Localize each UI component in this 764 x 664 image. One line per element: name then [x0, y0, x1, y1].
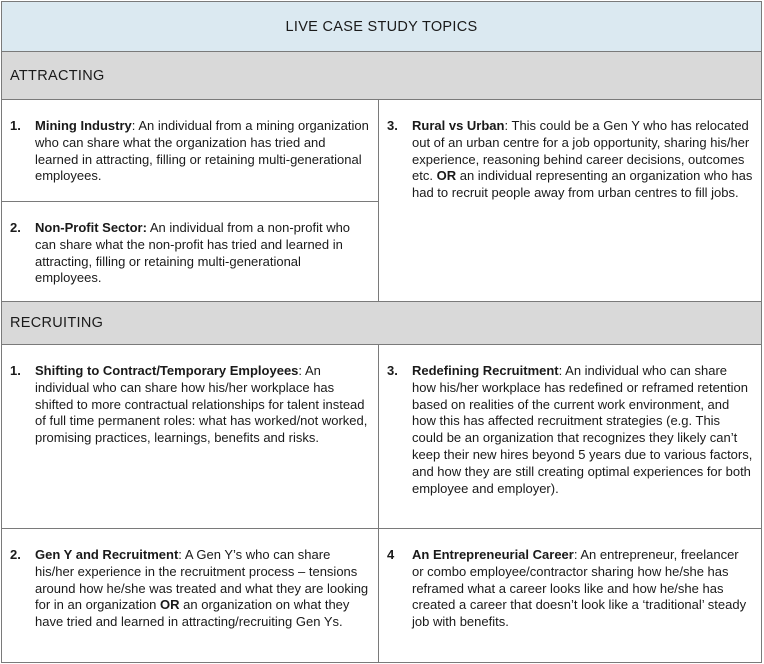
topic-title: Redefining Recruitment — [412, 363, 559, 378]
topic-title: Non-Profit Sector — [35, 220, 143, 235]
topic-item — [387, 547, 753, 631]
case-study-table — [1, 1, 762, 663]
section-heading-recruiting: RECRUITING — [2, 301, 761, 345]
topic-separator: : — [504, 118, 509, 133]
section-heading-attracting: ATTRACTING — [2, 52, 761, 100]
topic-item — [10, 547, 370, 631]
topic-separator: : — [142, 220, 147, 235]
topic-title: An Entrepreneurial Career — [412, 547, 574, 562]
topic-cell-entrepreneurial-career — [379, 529, 761, 662]
topic-item — [387, 118, 753, 202]
topic-description-continued: an individual representing an organization who has had to recruit people away from urban centres to fill jobs. — [412, 168, 753, 201]
topic-description: An individual from a non-profit who can share what the non-profit has tried and learned in attracting, filling or retaining multi-generational employees. — [35, 220, 351, 286]
topic-separator: : — [558, 363, 563, 378]
topic-description: An individual who can share how his/her workplace has redefined or reframed retention based on realities of the current work environment, and how this has affected recruitment strategies (e.g. This could be an organization that recognizes they likely can’t keep their new hires beyond 5 years due to various factors, and how they are still creating optimal experiences for both employee and employer). — [412, 363, 753, 496]
topic-cell-redefining-recruitment — [379, 345, 761, 528]
topic-separator: : — [573, 547, 578, 562]
or-emphasis: OR — [160, 597, 180, 613]
topic-description: An individual who can share how his/her workplace has shifted to more contractual relationships for talent instead of full time permanent roles: what has worked/not worked, promising practices, learnings, benefits and risks. — [35, 363, 368, 446]
topic-title: Rural vs Urban — [412, 118, 505, 133]
or-emphasis: OR — [436, 168, 457, 184]
topic-cell-non-profit — [2, 202, 378, 301]
topic-title: Shifting to Contract/Temporary Employees — [35, 363, 299, 378]
topic-number: 3. — [387, 363, 398, 378]
topic-description-continued: an organization on what they have tried and learned in attracting/recruiting Gen Ys. — [35, 597, 350, 630]
topic-number: 3. — [387, 118, 398, 133]
topic-cell-rural-urban — [379, 100, 761, 301]
topic-description: A Gen Y’s who can share his/her experience in the recruitment process – tensions around how he/she was treated and what they are looking for in an organization — [35, 547, 369, 613]
table-title: LIVE CASE STUDY TOPICS — [2, 2, 761, 52]
topic-description: An individual from a mining organization who can share what the organization has tried and learned in attracting, filling or retaining multi-generational employees. — [35, 118, 369, 184]
topic-cell-mining — [2, 100, 378, 201]
topic-item — [10, 220, 370, 287]
topic-cell-contract-employees — [2, 345, 378, 528]
topic-separator: : — [178, 547, 182, 562]
topic-cell-gen-y-recruitment — [2, 529, 378, 662]
topic-item — [10, 118, 370, 185]
topic-number: 4 — [387, 547, 395, 562]
topic-number: 2. — [10, 220, 21, 235]
topic-description: This could be a Gen Y who has relocated out of an urban centre for a job opportunity, sharing his/her experience, reasoning behind career decisions, outcomes etc. — [412, 118, 750, 184]
topic-title: Gen Y and Recruitment — [35, 547, 179, 562]
topic-item — [10, 363, 370, 447]
topic-separator: : — [131, 118, 136, 133]
topic-item — [387, 363, 753, 497]
topic-number: 1. — [10, 118, 21, 133]
topic-number: 1. — [10, 363, 21, 378]
topic-separator: : — [298, 363, 303, 378]
topic-title: Mining Industry — [35, 118, 132, 133]
topic-description: An entrepreneur, freelancer or combo employee/contractor sharing how he/she has reframed what a career looks like and how he/she has created a career that doesn’t look like a ‘traditional’ steady job with benefits. — [412, 547, 747, 630]
topic-number: 2. — [10, 547, 21, 562]
